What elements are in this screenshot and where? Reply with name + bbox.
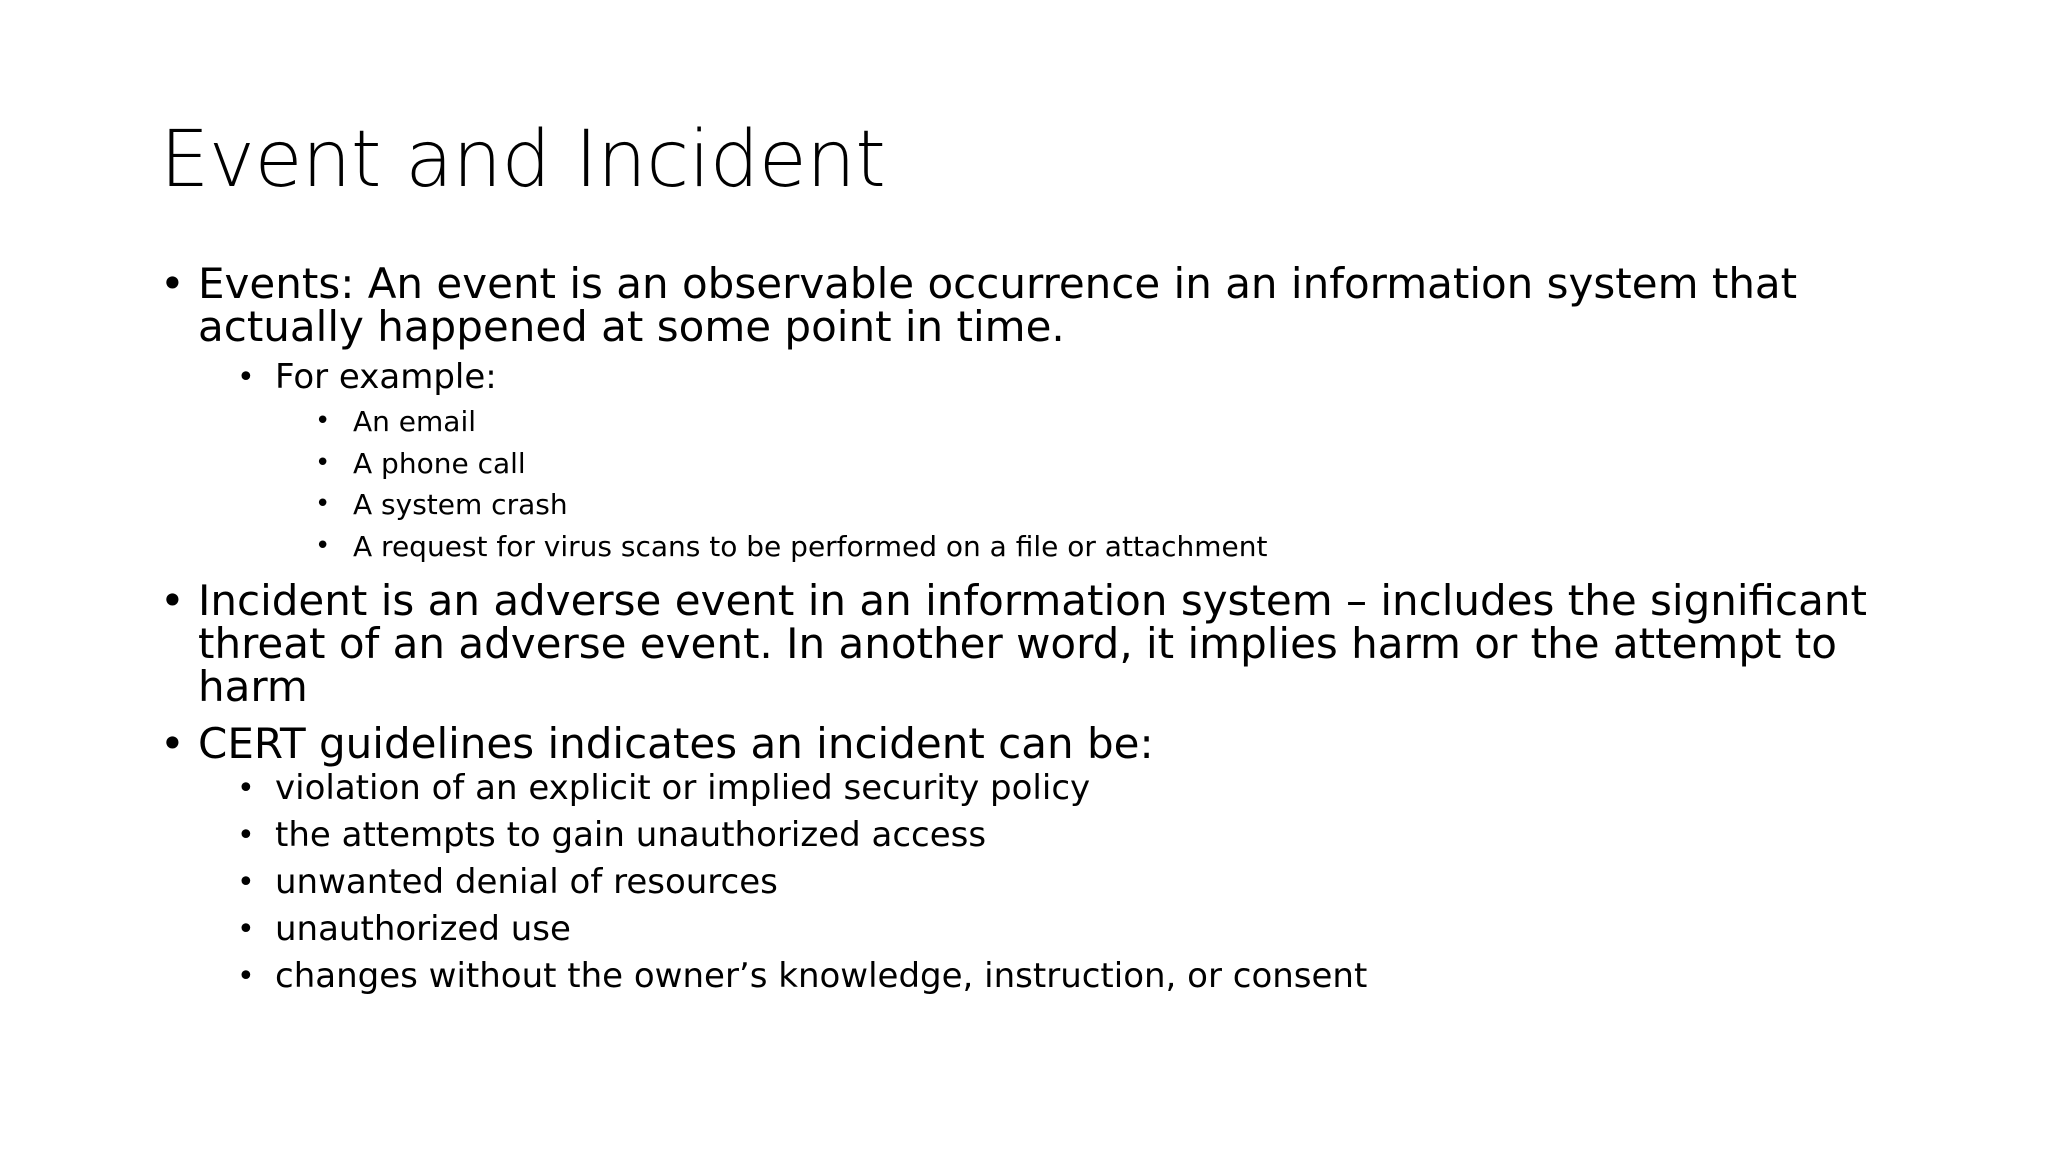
- bullet-text: Incident is an adverse event in an information system – includes the significant threat of an adverse event. In another word, it implies harm or the attempt to harm: [198, 576, 1867, 711]
- example-text: A phone call: [353, 446, 526, 480]
- bullet-dot: •: [237, 912, 255, 947]
- bullet-incident: [160, 576, 1920, 711]
- cert-item-text: unwanted denial of resources: [275, 862, 778, 902]
- cert-item: [160, 859, 1920, 906]
- cert-item-text: violation of an explicit or implied security policy: [275, 768, 1091, 808]
- bullet-dot: •: [315, 489, 331, 519]
- example-item: [160, 526, 1920, 568]
- bullet-text: Events: An event is an observable occurrence in an information system that actually happened at some point in time.: [198, 259, 1798, 351]
- cert-item: [160, 765, 1920, 812]
- bullet-dot: •: [315, 447, 331, 478]
- bullet-dot: •: [160, 259, 185, 308]
- sub-bullet-text: For example:: [275, 357, 497, 397]
- cert-item-text: changes without the owner’s knowledge, instruction, or consent: [275, 956, 1368, 996]
- bullet-dot: •: [315, 406, 331, 436]
- bullet-cert-guidelines: [160, 719, 1920, 768]
- slide-title: Event and Incident: [160, 115, 886, 205]
- bullet-dot: •: [237, 959, 255, 994]
- bullet-dot: •: [237, 360, 255, 395]
- bullet-dot: •: [160, 576, 185, 625]
- cert-item: [160, 906, 1920, 953]
- bullet-dot: •: [160, 719, 185, 768]
- example-item: [160, 443, 1920, 485]
- bullet-events: [160, 259, 1920, 351]
- bullet-dot: •: [315, 530, 331, 561]
- cert-item: [160, 953, 1920, 1000]
- example-text: An email: [353, 405, 477, 438]
- cert-item: [160, 812, 1920, 859]
- example-text: A system crash: [353, 488, 568, 521]
- bullet-dot: •: [237, 818, 255, 853]
- slide-body: [160, 259, 1920, 1000]
- bullet-dot: •: [237, 771, 255, 806]
- example-item: [160, 401, 1920, 443]
- example-item: [160, 484, 1920, 526]
- sub-bullet-for-example: [160, 354, 1920, 401]
- bullet-dot: •: [237, 865, 255, 900]
- bullet-text: CERT guidelines indicates an incident can be:: [198, 719, 1154, 768]
- cert-item-text: the attempts to gain unauthorized access: [275, 815, 987, 855]
- example-text: A request for virus scans to be performed on a file or attachment: [353, 529, 1268, 563]
- cert-item-text: unauthorized use: [275, 909, 571, 949]
